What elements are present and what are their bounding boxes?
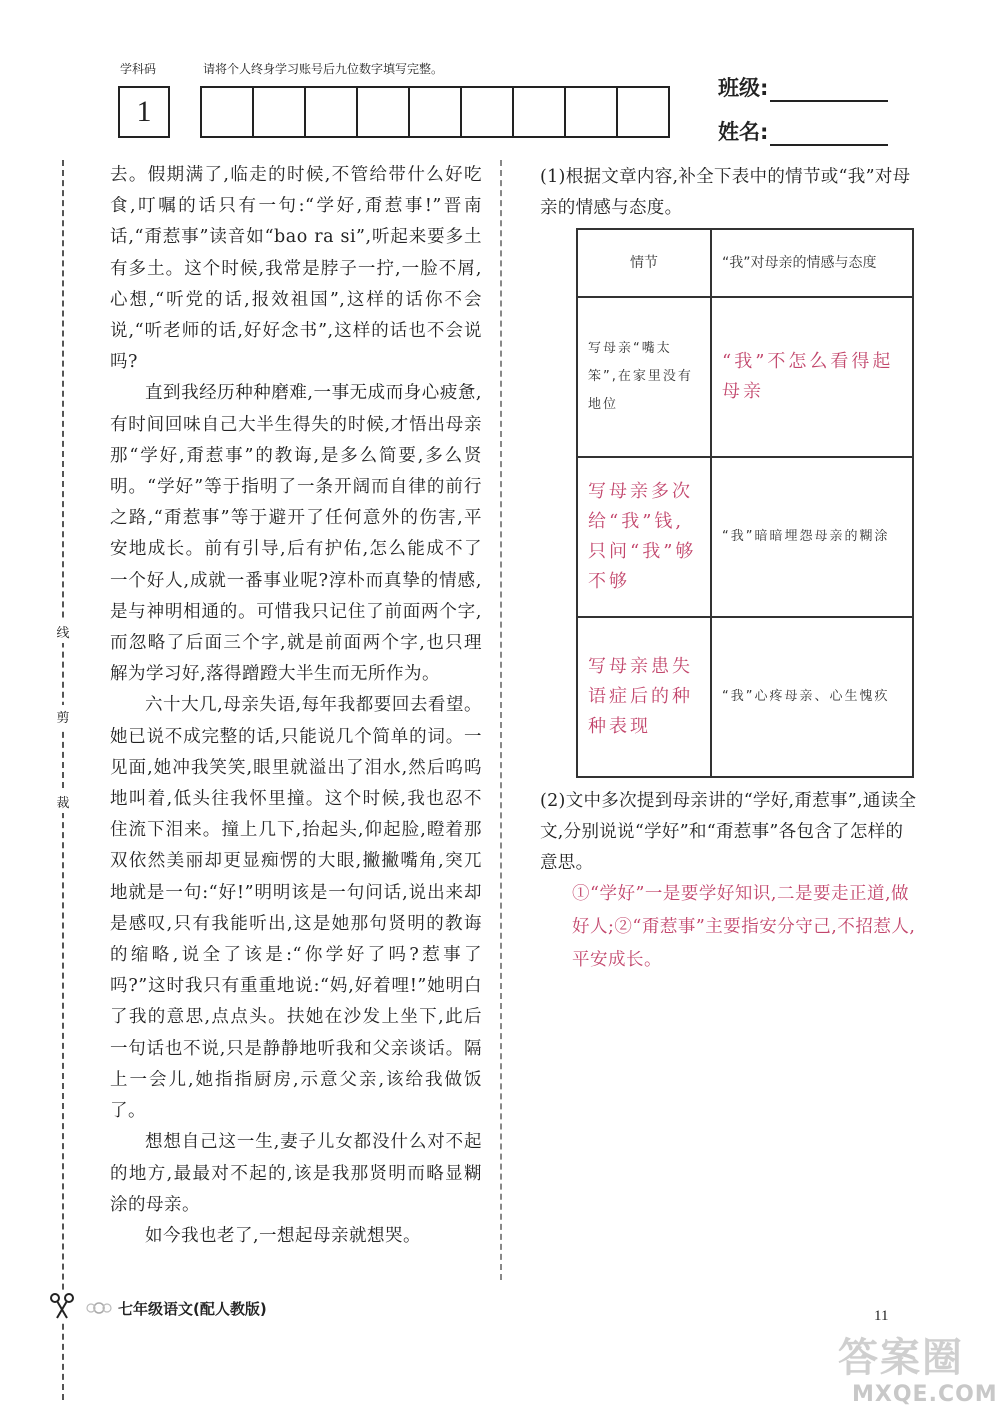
article-paragraph: 去。假期满了,临走的时候,不管给带什么好吃食,叮嘱的话只有一句:“学好,甭惹事!”晋南话,“甭惹事”读音如“bao ra si”,听起来要多土有多土。这个时候,我常是脖子一拧,一脸不屑,心想,“听党的话,报效祖国”,这样的话你不会说,“听老师的话,好好念书”,这样的话也不会说吗? [110,165,482,373]
account-digit-box[interactable] [304,86,358,138]
class-field[interactable] [718,72,888,102]
table-header-attitude: “我”对母亲的情感与态度 [711,229,913,297]
account-number-boxes [200,86,668,138]
name-blank[interactable] [770,124,888,146]
book-title: 七年级语文(配人教版) [118,1300,267,1318]
answer-table [576,228,914,778]
table-cell-plot-answer[interactable]: 写母亲多次给“我”钱,只问“我”够不够 [577,457,711,617]
account-digit-box[interactable] [512,86,566,138]
watermark-url: MXQE.COM [852,1382,998,1407]
question-2-prompt: (2)文中多次提到母亲讲的“学好,甭惹事”,通读全文,分别说说“学好”和“甭惹事”各包含了怎样的意思。 [540,791,917,873]
cut-line-char: 线 [54,620,72,643]
account-digit-box[interactable] [616,86,670,138]
table-cell-attitude-answer[interactable]: “我”不怎么看得起母亲 [711,297,913,457]
account-digit-box[interactable] [564,86,618,138]
table-header-row [577,229,913,297]
account-digit-box[interactable] [252,86,306,138]
article-paragraph: 六十大几,母亲失语,每年我都要回去看望。她已说不成完整的话,只能说几个简单的词。一见面,她冲我笑笑,眼里就溢出了泪水,然后呜呜地叫着,低头往我怀里撞。这个时候,我也忍不住流下泪来。撞上几下,抬起头,仰起脸,瞪着那双依然美丽却更显痴愣的大眼,撇撇嘴角,突兀地就是一句:“好!”明明该是一句问话,说出来却是感叹,只有我能听出,这是她那句贤明的教诲的缩略,说全了该是:“你学好了吗?惹事了吗?”这时我只有重重地说:“妈,好着哩!”她明白了我的意思,点点头。扶她在沙发上坐下,此后一句话也不说,只是静静地听我和父亲谈话。隔上一会儿,她指指厨房,示意父亲,该给我做饭了。 [110,695,482,1122]
account-digit-box[interactable] [460,86,514,138]
cut-line-char: 裁 [54,790,72,813]
table-cell-attitude: “我”心疼母亲、心生愧疚 [711,617,913,777]
account-digit-box[interactable] [356,86,410,138]
table-row [577,457,913,617]
column-divider [500,160,502,1280]
table-cell-plot-answer[interactable]: 写母亲患失语症后的种种表现 [577,617,711,777]
page-number: 11 [874,1308,889,1324]
account-instruction: 请将个人终身学习账号后九位数字填写完整。 [203,62,444,76]
article-paragraph: 想想自己这一生,妻子儿女都没什么对不起的地方,最最对不起的,该是我那贤明而略显糊涂的母亲。 [110,1132,482,1215]
class-label: 班级: [718,76,769,100]
watermark-logo: 答案圈 [838,1335,964,1381]
table-cell-attitude: “我”暗暗埋怨母亲的糊涂 [711,457,913,617]
subject-code-box: 1 [118,86,170,138]
table-row [577,617,913,777]
name-label: 姓名: [718,120,769,144]
subject-code-label: 学科码 [120,62,157,76]
question-1-prompt: (1)根据文章内容,补全下表中的情节或“我”对母亲的情感与态度。 [540,167,911,218]
account-digit-box[interactable] [200,86,254,138]
scissors-icon [48,1290,76,1320]
name-field[interactable] [718,116,888,146]
cut-line [62,160,64,1400]
account-digit-box[interactable] [408,86,462,138]
article-text [110,160,482,1252]
article-paragraph: 直到我经历种种磨难,一事无成而身心疲惫,有时间回味自己大半生得失的时候,才悟出母亲那“学好,甭惹事”的教诲,是多么简要,多么贤明。“学好”等于指明了一条开阔而自律的前行之路,“甭惹事”等于避开了任何意外的伤害,平安地成长。前有引导,后有护佑,怎么能成不了一个好人,成就一番事业呢?淳朴而真挚的情感,是与神明相通的。可惜我只记住了前面两个字,而忽略了后面三个字,就是前面两个字,也只理解为学习好,落得蹭蹬大半生而无所作为。 [110,383,482,685]
question-2-answer[interactable]: ①“学好”一是要学好知识,二是要走正道,做好人;②“甭惹事”主要指安分守己,不招惹人,平安成长。 [572,884,916,970]
class-blank[interactable] [770,80,888,102]
article-paragraph: 如今我也老了,一想起母亲就想哭。 [145,1225,422,1246]
table-header-plot: 情节 [577,229,711,297]
table-cell-plot: 写母亲“嘴太笨”,在家里没有地位 [577,297,711,457]
table-row [577,297,913,457]
cut-line-char: 剪 [54,705,72,728]
flower-ornament-icon [84,1296,114,1320]
